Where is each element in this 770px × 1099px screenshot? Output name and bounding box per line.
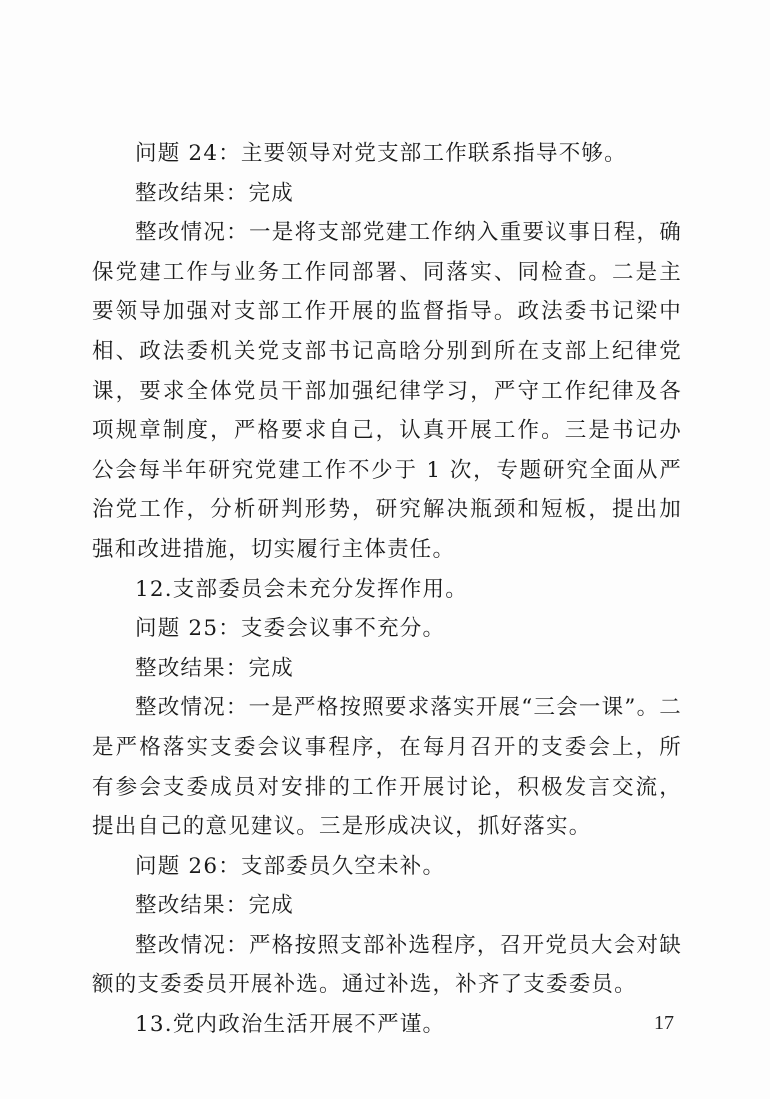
problem-26-heading: 问题 26：支部委员久空未补。 bbox=[135, 853, 446, 879]
page-number: 17 bbox=[654, 1012, 674, 1034]
rectification-result: 整改结果：完成 bbox=[135, 655, 294, 681]
rectification-result: 整改结果：完成 bbox=[135, 180, 294, 206]
rectification-details: 整改情况：一是严格按照要求落实开展“三会一课”。二是严格落实支委会议事程序，在每月召开的支委会上，所有参会支委成员对安排的工作开展讨论，积极发言交流，提出自己的意见建议。三是形成决议，抓好落实。 bbox=[92, 695, 682, 840]
document-body bbox=[92, 134, 682, 1045]
rectification-details: 整改情况：严格按照支部补选程序，召开党员大会对缺额的支委委员开展补选。通过补选，补齐了支委委员。 bbox=[92, 932, 682, 998]
problem-25-heading: 问题 25：支委会议事不充分。 bbox=[135, 616, 446, 642]
section-13-heading: 13.党内政治生活开展不严谨。 bbox=[135, 1012, 446, 1038]
rectification-result: 整改结果：完成 bbox=[135, 893, 294, 919]
problem-24-heading: 问题 24：主要领导对党支部工作联系指导不够。 bbox=[135, 141, 627, 166]
rectification-details: 整改情况：一是将支部党建工作纳入重要议事日程，确保党建工作与业务工作同部署、同落实、同检查。二是主要领导加强对支部工作开展的监督指导。政法委书记梁中相、政法委机关党支部书记高晗分别到所在支部上纪律党课，要求全体党员干部加强纪律学习，严守工作纪律及各项规章制度，严格要求自己，认真开展工作。三是书记办公会每半年研究党建工作不少于 1 次，专题研究全面从严治党工作，分析研判形势，研究解决瓶颈和短板，提出加强和改进措施，切实履行主体责任。 bbox=[92, 220, 682, 562]
section-12-heading: 12.支部委员会未充分发挥作用。 bbox=[135, 576, 468, 602]
